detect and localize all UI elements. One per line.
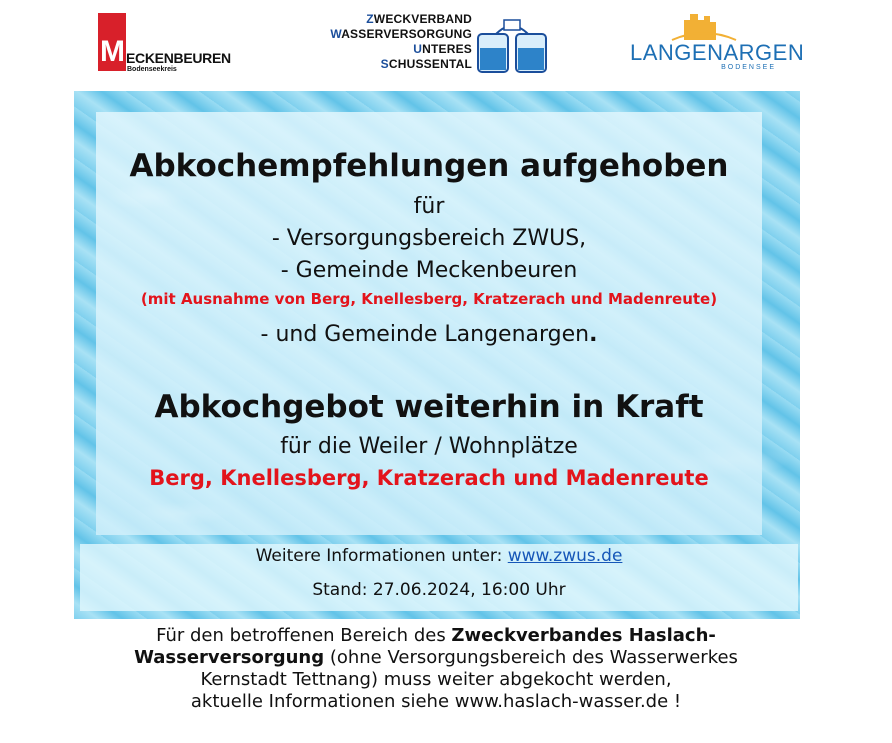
langenargen-logo-sub: BODENSEE — [721, 64, 776, 71]
footer-line-1: Für den betroffenen Bereich des Zweckverbandes Haslach- — [156, 625, 716, 646]
notice-area-langenargen: - und Gemeinde Langenargen. — [260, 322, 598, 347]
notice-exception: (mit Ausnahme von Berg, Knellesberg, Kratzerach und Madenreute) — [140, 290, 718, 308]
meckenbeuren-logo-sub: Bodenseekreis — [127, 66, 177, 73]
notice-for: für — [413, 194, 445, 219]
zwus-logo — [310, 12, 550, 76]
langenargen-logo-name: LANGENARGEN — [630, 40, 805, 65]
footer-line-4: aktuelle Informationen siehe www.haslach-wasser.de ! — [190, 691, 682, 712]
langenargen-logo — [630, 12, 805, 74]
meckenbeuren-logo — [98, 13, 231, 75]
notice-area-meckenbeuren: - Gemeinde Meckenbeuren — [280, 258, 578, 283]
water-tank-icon — [474, 14, 550, 76]
meckenbeuren-logo-letter: M — [100, 35, 125, 68]
footer-line-3: Kernstadt Tettnang) muss weiter abgekocht werden, — [200, 669, 672, 690]
castle-icon — [654, 12, 754, 42]
meckenbeuren-logo-name: ECKENBEUREN — [126, 50, 231, 66]
notice-places: Berg, Knellesberg, Kratzerach und Madenreute — [149, 466, 709, 490]
notice-subtitle: Abkochgebot weiterhin in Kraft — [154, 389, 704, 425]
footer-line-2: Wasserversorgung (ohne Versorgungsbereich des Wasserwerkes — [134, 647, 738, 668]
zwus-link[interactable]: www.zwus.de — [507, 546, 623, 566]
notice-title: Abkochempfehlungen aufgehoben — [129, 148, 729, 184]
notice-area-zwus: - Versorgungsbereich ZWUS, — [271, 226, 587, 251]
info-stand: Stand: 27.06.2024, 16:00 Uhr — [312, 580, 566, 600]
zwus-logo-text: ZWECKVERBAND WASSERVERSORGUNG UNTERES SCHUSSENTAL — [330, 12, 472, 71]
notice-for-places: für die Weiler / Wohnplätze — [280, 434, 578, 459]
info-more: Weitere Informationen unter: www.zwus.de — [255, 546, 623, 566]
